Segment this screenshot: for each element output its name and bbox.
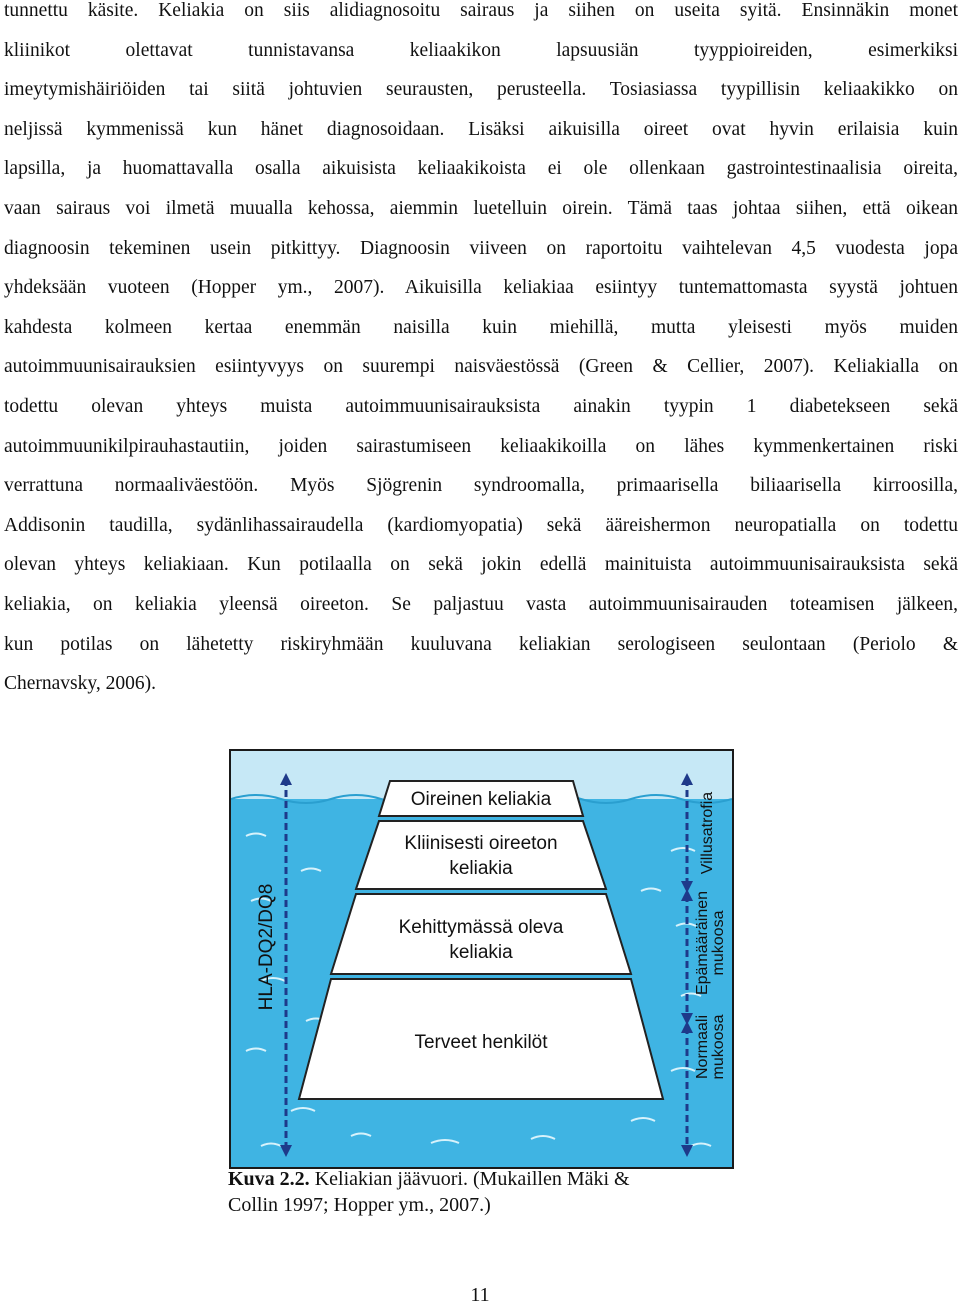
paragraph-line: lapsilla, ja huomattavalla osalla aikuisista keliaakikoista ei ole ollenkaan gastrointestinaalisia oireita,	[4, 158, 958, 180]
paragraph-line: imeytymishäiriöiden tai siitä johtuvien seurausten, perusteella. Tosiasiassa tyypillisin keliaakikko on	[4, 79, 958, 101]
paragraph-line: autoimmuunikilpirauhastautiin, joiden sairastumiseen keliaakikoilla on lähes kymmenkertainen riski	[4, 435, 958, 457]
paragraph-line: kliinikot olettavat tunnistavansa keliaakikon lapsuusiän tyyppioireiden, esimerkiksi	[4, 39, 958, 61]
caption-text-2: Collin 1997; Hopper ym., 2007.)	[228, 1194, 491, 1216]
paragraph-line: Chernavsky, 2006).	[4, 673, 157, 695]
paragraph-line: kun potilas on lähetetty riskiryhmään kuuluvana keliakian serologiseen seulontaan (Periolo &	[4, 633, 958, 655]
figure-caption	[228, 1166, 748, 1218]
layer-third-label-1: Kehittymässä oleva	[398, 917, 564, 938]
paragraph-line: neljissä kymmenissä kun hänet diagnosoidaan. Lisäksi aikuisilla oireet ovat hyvin erilaisia kuin	[4, 118, 958, 140]
body-paragraph	[4, 0, 958, 704]
layer-bottom-label: Terveet henkilöt	[414, 1032, 548, 1053]
caption-text-1: Keliakian jäävuori. (Mukaillen Mäki &	[309, 1168, 630, 1190]
right-label-bottom-2: mukoosa	[710, 1014, 727, 1080]
paragraph-line: autoimmuunisairauksien esiintyvyys on suurempi naisväestössä (Green & Cellier, 2007). Keliakialla on	[4, 356, 958, 378]
right-label-middle-2: mukoosa	[710, 910, 727, 976]
left-axis-label: HLA-DQ2/DQ8	[256, 883, 277, 1011]
paragraph-line: kahdesta kolmeen kertaa enemmän naisilla kuin miehillä, mutta yleisesti myös muiden	[4, 316, 958, 338]
layer-second-label-1: Kliinisesti oireeton	[404, 833, 558, 854]
paragraph-line: vaan sairaus voi ilmetä muualla kehossa, aiemmin luetelluin oirein. Tämä taas johtaa siihen, että oikean	[4, 197, 958, 219]
paragraph-line: Addisonin taudilla, sydänlihassairaudella (kardiomyopatia) sekä ääreishermon neuropatialla on todettu	[4, 514, 958, 536]
layer-top-label: Oireinen keliakia	[410, 789, 552, 810]
paragraph-line: verrattuna normaaliväestöön. Myös Sjögrenin syndroomalla, primaarisella biliaarisella kirroosilla,	[4, 475, 958, 497]
paragraph-line: keliakia, on keliakia yleensä oireeton. Se paljastuu vasta autoimmuunisairauden toteamisen jälkeen,	[4, 593, 958, 615]
paragraph-line: tunnettu käsite. Keliakia on siis alidiagnosoitu sairaus ja siihen on useita syitä. Ensinnäkin monet	[4, 0, 958, 21]
caption-label: Kuva 2.2.	[228, 1168, 310, 1190]
page-number: 11	[470, 1284, 490, 1306]
paragraph-line: olevan yhteys keliakiaan. Kun potilaalla on sekä jokin edellä mainituista autoimmuunisairauksista sekä	[4, 554, 958, 576]
right-label-bottom-1: Normaali	[694, 1014, 711, 1080]
paragraph-line: todettu olevan yhteys muista autoimmuunisairauksista ainakin tyypin 1 diabetekseen sekä	[4, 395, 958, 417]
right-label-middle-1: Epämääräinen	[694, 890, 711, 996]
layer-third-label-2: keliakia	[449, 942, 513, 963]
right-label-top: Villusatrofia	[699, 791, 716, 875]
layer-second-label-2: keliakia	[449, 858, 513, 879]
paragraph-line: diagnoosin tekeminen usein pitkittyy. Diagnoosin viiveen on raportoitu vaihtelevan 4,5 vuodesta jopa	[4, 237, 958, 259]
paragraph-line: yhdeksään vuoteen (Hopper ym., 2007). Aikuisilla keliakiaa esiintyy tuntemattomasta syystä johtuen	[4, 277, 958, 299]
iceberg-figure	[229, 749, 734, 1169]
